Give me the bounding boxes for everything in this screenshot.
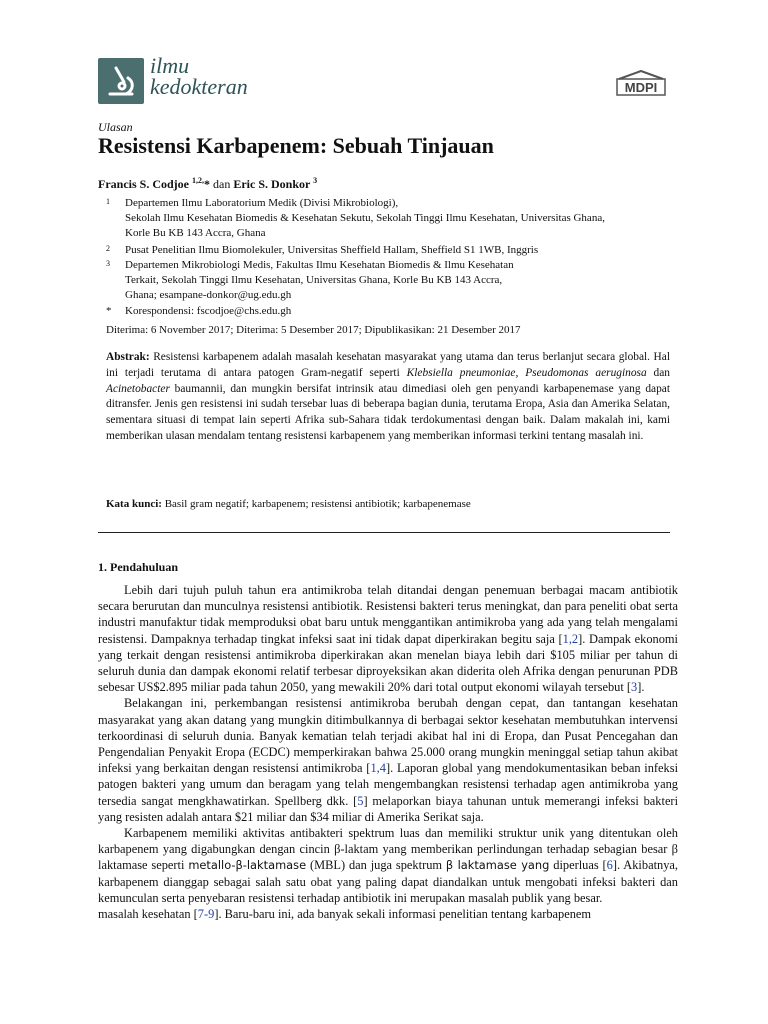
- author-name: Francis S. Codjoe: [98, 177, 189, 191]
- keywords-label: Kata kunci:: [106, 498, 162, 510]
- corresponding-mark: *: [204, 177, 210, 191]
- body-text: [98, 582, 678, 922]
- abstract: Abstrak: Resistensi karbapenem adalah masalah kesehatan masyarakat yang utama dan terus berlanjut secara global. Hal ini terjadi terutama di antara patogen Gram-negatif seperti Klebsiella pneumoniae, Pseudomonas aeruginosa dan Acinetobacter baumannii, dan mungkin bersifat intrinsik atau dimediasi oleh gen penyandi karbapenemase yang dapat ditransfer. Jenis gen resistensi ini sudah tersebar luas di beberapa bagian dunia, terutama Eropa, Asia dan Amerika Selatan, sementara situasi di tempat lain seperti Afrika sub-Sahara tidak terdokumentasi dengan baik. Dalam makalah ini, kami memberikan ulasan mendalam tentang resistensi karbapenem yang memberikan informasi terkini tentang masalah ini.: [106, 351, 670, 442]
- citation-link[interactable]: 1,2: [562, 631, 579, 646]
- affiliation-2: 2 Pusat Penelitian Ilmu Biomolekuler, Universitas Sheffield Hallam, Sheffield S1 1WB, Inggris: [106, 244, 539, 256]
- author-sup: 1,2,: [192, 176, 204, 185]
- publisher-logo: [615, 69, 667, 102]
- article-title: Resistensi Karbapenem: Sebuah Tinjauan: [98, 133, 494, 158]
- publication-dates: Diterima: 6 November 2017; Diterima: 5 Desember 2017; Dipublikasikan: 21 Desember 2017: [106, 324, 521, 336]
- author-list: [98, 176, 317, 192]
- abstract-label: Abstrak:: [106, 351, 150, 363]
- article-type: Ulasan: [98, 120, 133, 134]
- author-name: Eric S. Donkor: [233, 177, 311, 191]
- correspondence: * Korespondensi: fscodjoe@chs.edu.gh: [106, 305, 292, 317]
- keywords: Kata kunci: Basil gram negatif; karbapenem; resistensi antibiotik; karbapenemase: [106, 498, 471, 510]
- affiliation-3: 3 Departemen Mikrobiologi Medis, Fakultas Ilmu Kesehatan Biomedis & Ilmu Kesehatan Terkait, Sekolah Tinggi Ilmu Kesehatan, Universitas Ghana, Korle Bu KB 143 Accra, Ghana; esampane-donkor@ug.edu.gh: [106, 259, 514, 301]
- author-sup: 3: [313, 176, 318, 185]
- section-divider: [98, 532, 670, 533]
- citation-link[interactable]: 1,4: [370, 761, 386, 776]
- citation-link[interactable]: 6: [606, 858, 613, 873]
- paragraph: Belakangan ini, perkembangan resistensi antimikroba berubah dengan cepat, dan tantangan kesehatan masyarakat yang akan datang yang mungkin ditimbulkannya di berbagai sektor kesehatan membutuhkan intervensi terkoordinasi di seluruh dunia. Banyak kematian telah terjadi akibat hal ini di Eropa, dan Pusat Pencegahan dan Pengendalian Penyakit Eropa (ECDC) memperkirakan bahwa 25.000 orang mungkin meninggal setiap tahun akibat infeksi yang berkaitan dengan resistensi antimikroba [1,4]. Laporan global yang mendokumentasikan beban infeksi patogen bakteri yang umum dan beragam yang telah mengembangkan resistensi terhadap agen antimikroba yang tersedia sangat mengkhawatirkan. Spellberg dkk. [5] melaporkan biaya tahunan untuk memerangi infeksi bakteri yang resisten adalah antara $21 miliar dan $34 miliar di Amerika Serikat saja.: [98, 696, 679, 824]
- microscope-icon: [98, 58, 144, 104]
- journal-logo: [98, 58, 144, 104]
- journal-name: ilmu kedokteran: [150, 53, 248, 99]
- citation-link[interactable]: 3: [631, 680, 638, 695]
- paragraph: Karbapenem memiliki aktivitas antibakteri spektrum luas dan memiliki struktur unik yang ditentukan oleh karbapenem yang digabungkan dengan cincin β-laktam yang memberikan perlindungan terhadap sebagian besar β laktamase seperti metallo-β-laktamase (MBL) dan juga spektrum β laktamase yang diperluas [6]. Akibatnya, karbapenem dianggap sebagai salah satu obat yang paling dapat diandalkan untuk mengobati infeksi bakteri dan kemunculan serta penyebaran resistensi terhadap antibiotik ini merupakan masalah publik yang besar.: [98, 826, 679, 905]
- paragraph: Lebih dari tujuh puluh tahun era antimikroba telah ditandai dengan penemuan berbagai macam antibiotik secara berurutan dan munculnya resistensi antibiotik. Resistensi bakteri terus meningkat, dan para peneliti obat serta industri manufaktur tidak memproduksi obat baru untuk menggantikan antimikroba yang ada yang telah mengalami resistensi. Dampaknya terhadap tingkat infeksi saat ini tidak dapat diperkirakan begitu saja [1,2]. Dampak ekonomi yang terkait dengan resistensi antimikroba diperkirakan akan menelan biaya lebih dari $105 miliar per tahun di seluruh dunia dan dampak ekonomi relatif terbesar diproyeksikan akan diderita oleh Afrika dengan penurunan PDB sebesar US$2.895 miliar pada tahun 2050, yang mewakili 20% dari total output ekonomi wilayah tersebut [3].: [98, 583, 678, 695]
- author-conj: dan: [213, 177, 231, 191]
- publisher-name: MDPI: [624, 80, 658, 95]
- affiliation-1: 1 Departemen Ilmu Laboratorium Medik (Divisi Mikrobiologi), Sekolah Ilmu Kesehatan Biomedis & Kesehatan Sekutu, Sekolah Tinggi Ilmu Kesehatan, Universitas Ghana, Korle Bu KB 143 Accra, Ghana: [106, 197, 605, 239]
- section-heading: 1. Pendahuluan: [98, 560, 179, 574]
- citation-link[interactable]: 5: [357, 793, 364, 808]
- citation-link[interactable]: 7-9: [197, 907, 215, 922]
- paragraph: masalah kesehatan [7-9]. Baru-baru ini, ada banyak sekali informasi penelitian tentang karbapenem: [98, 907, 592, 922]
